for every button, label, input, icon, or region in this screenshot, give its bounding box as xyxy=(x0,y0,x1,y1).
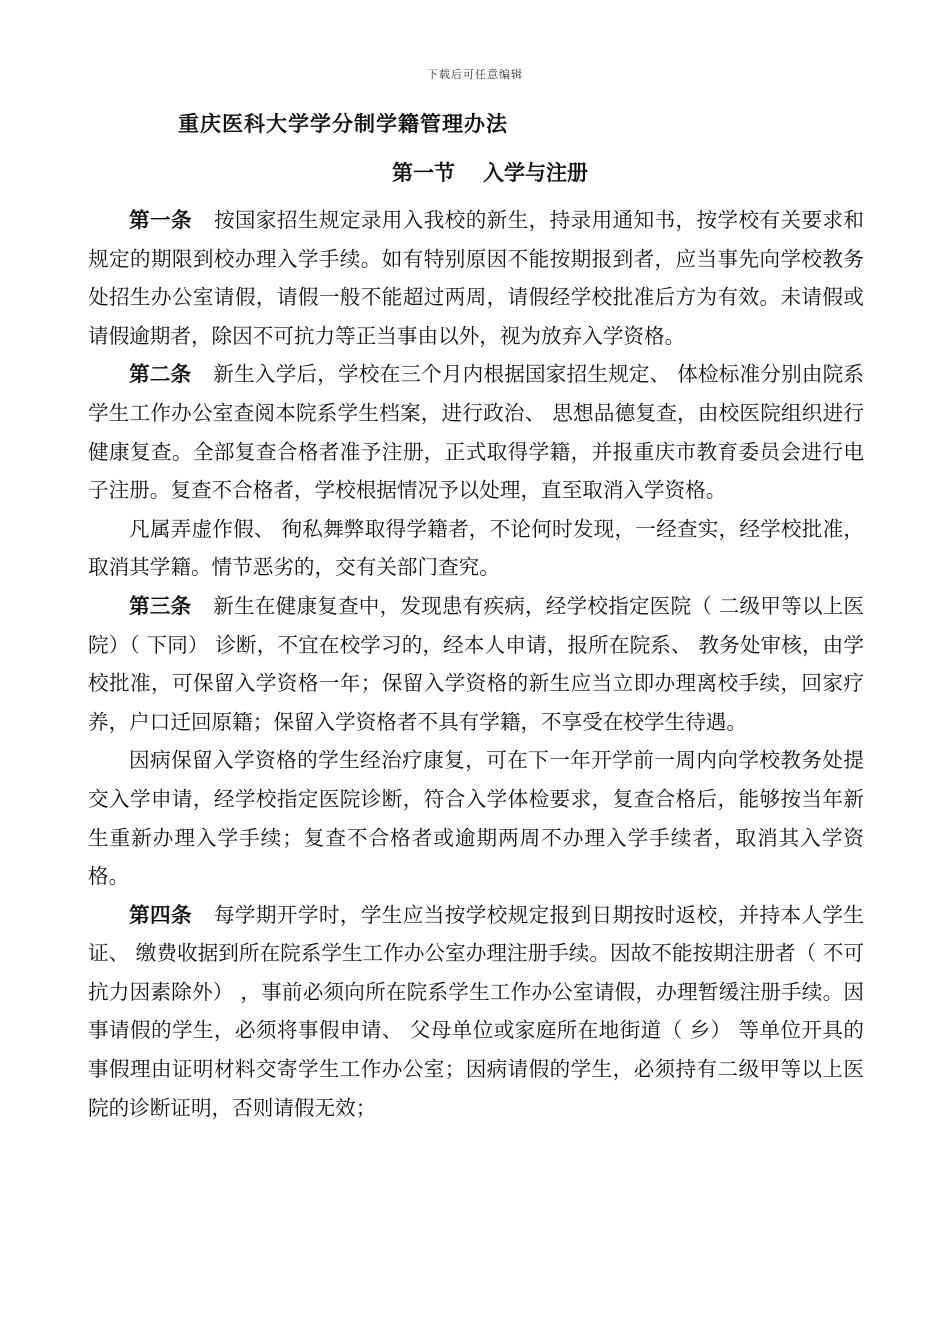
paragraph-text: 凡属弄虚作假、 徇私舞弊取得学籍者，不论何时发现，一经查实，经学校批准，取消其学籍。情节恶劣的，交有关部门查究。 xyxy=(88,516,864,580)
paragraph-article-2 xyxy=(88,355,864,509)
paragraph-article-3 xyxy=(88,587,864,741)
article-label: 第四条 xyxy=(129,902,192,927)
document-title: 重庆医科大学学分制学籍管理办法 xyxy=(178,112,508,136)
section-heading xyxy=(0,157,950,187)
paragraph-article-1 xyxy=(88,201,864,355)
paragraph-text: 新生在健康复查中，发现患有疾病，经学校指定医院（ 二级甲等以上医院）（ 下同） 诊断，不宜在校学习的，经本人申请，报所在院系、 教务处审核，由学校批准，可保留入学资格一年；保留入学资格的新生应当立即办理离校手续，回家疗养，户口迁回原籍；保留入学资格者不具有学籍，不享受在校学生待遇。 xyxy=(88,593,865,734)
paragraph-article-4 xyxy=(88,896,864,1128)
paragraph-text: 因病保留入学资格的学生经治疗康复，可在下一年开学前一周内向学校教务处提交入学申请，经学校指定医院诊断，符合入学体检要求，复查合格后，能够按当年新生重新办理入学手续；复查不合格者或逾期两周不办理入学手续者，取消其入学资格。 xyxy=(88,748,864,889)
article-label: 第三条 xyxy=(129,593,192,618)
article-label: 第一条 xyxy=(129,208,192,232)
paragraph-text: 按国家招生规定录用入我校的新生，持录用通知书，按学校有关要求和规定的期限到校办理入学手续。如有特别原因不能按期报到者，应当事先向学校教务处招生办公室请假，请假一般不能超过两周，请假经学校批准后方为有效。未请假或请假逾期者，除因不可抗力等正当事由以外，视为放弃入学资格。 xyxy=(88,208,865,348)
document-body xyxy=(88,201,864,1127)
paragraph-reentry-clause xyxy=(88,741,864,895)
section-number: 第一节 xyxy=(392,161,455,185)
article-label: 第二条 xyxy=(129,362,192,387)
header-note: 下载后可任意编辑 xyxy=(427,68,523,81)
paragraph-text: 新生入学后，学校在三个月内根据国家招生规定、 体检标准分别由院系学生工作办公室查阅本院系学生档案，进行政治、 思想品德复查，由校医院组织进行健康复查。全部复查合格者准予注册，正式取得学籍，并报重庆市教育委员会进行电子注册。复查不合格者，学校根据情况予以处理，直至取消入学资格。 xyxy=(88,362,865,503)
section-name: 入学与注册 xyxy=(483,161,588,185)
paragraph-text: 每学期开学时，学生应当按学校规定报到日期按时返校，并持本人学生证、 缴费收据到所在院系学生工作办公室办理注册手续。因故不能按期注册者（ 不可抗力因素除外） ，事前必须向所在院系学生工作办公室请假，办理暂缓注册手续。因事请假的学生，必须将事假申请、 父母单位或家庭所在地街道（ 乡） 等单位开具的事假理由证明材料交寄学生工作办公室；因病请假的学生，必须持有二级甲等以上医院的诊断证明，否则请假无效； xyxy=(88,902,865,1120)
paragraph-fraud-clause xyxy=(88,510,864,587)
